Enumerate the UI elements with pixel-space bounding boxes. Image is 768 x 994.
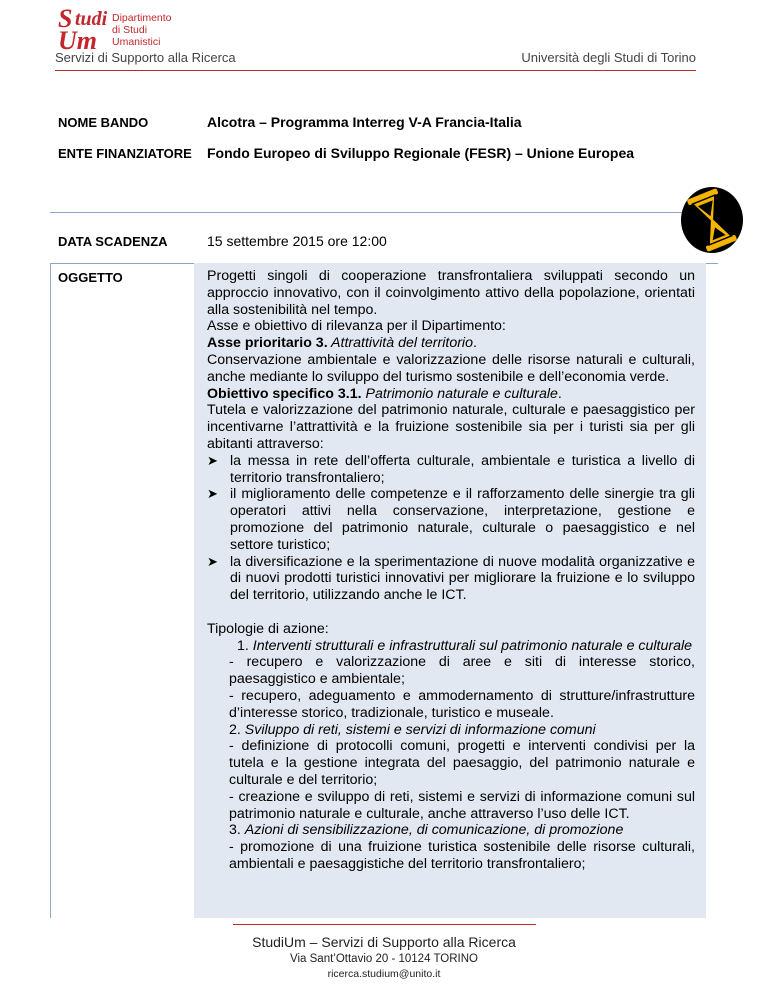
ente-finanziatore-label: ENTE FINANZIATORE <box>58 146 192 161</box>
obiettivo-heading <box>207 386 695 403</box>
list-item <box>207 453 695 487</box>
obiettivo-heading-end: . <box>557 385 562 402</box>
azione-2-number: 2. <box>229 721 241 738</box>
azione-1-item-1: - recupero e valorizzazione di aree e siti di interesse storico, paesaggistico e ambientale; <box>229 654 695 688</box>
azione-1-item-2: - recupero, adeguamento e ammodernamento di strutture/infrastrutture d’interesse storico, tradizionale, turistico e museale. <box>229 687 695 721</box>
logo-letters-um: Um <box>58 26 97 55</box>
nome-bando-value: Alcotra – Programma Interreg V-A Francia-Italia <box>207 114 522 130</box>
header-left-text: Servizi di Supporto alla Ricerca <box>55 50 236 65</box>
footer-address: Via Sant’Ottavio 20 - 10124 TORINO <box>290 953 478 965</box>
data-scadenza-label: DATA SCADENZA <box>58 234 168 249</box>
bullet-text: la messa in rete dell’offerta culturale, ambientale e turistica a livello di territorio transfrontaliero; <box>230 452 695 486</box>
studium-logo <box>58 4 188 55</box>
ente-finanziatore-value: Fondo Europeo di Sviluppo Regionale (FESR) – Unione Europea <box>207 145 635 161</box>
data-scadenza-value: 15 settembre 2015 ore 12:00 <box>207 233 387 249</box>
azione-2-title-text: Sviluppo di reti, sistemi e servizi di informazione comuni <box>244 721 596 738</box>
obiettivo-description: Tutela e valorizzazione del patrimonio naturale, culturale e paesaggistico per incentivarne l’attrattività e la fruizione sostenibile sia per i turisti sia per gli abitanti attraverso: <box>207 402 695 452</box>
asse-description: Conservazione ambientale e valorizzazione delle risorse naturali e culturali, anche mediante lo sviluppo del turismo sostenibile e dell’economia verde. <box>207 351 695 385</box>
azione-3-item-1: - promozione di una fruizione turistica sostenibile delle risorse culturali, ambientali e paesaggistiche del territorio transfrontaliero; <box>229 839 695 872</box>
arrow-bullet-icon: ➤ <box>207 553 218 569</box>
asse-heading-italic: Attrattività del territorio <box>327 335 473 352</box>
bullet-text: la diversificazione e la sperimentazione di nuove modalità organizzative e di nuovi prodotti turistici innovativi per migliorare la fruizione e lo sviluppo del territorio, utilizzando anche le ICT. <box>230 553 695 604</box>
obiettivo-heading-italic: Patrimonio naturale e culturale <box>361 385 558 402</box>
nome-bando-label: NOME BANDO <box>58 115 149 130</box>
header-divider <box>55 70 696 71</box>
logo-letter-s: S <box>58 4 73 33</box>
azione-2-title <box>207 722 695 739</box>
hourglass-icon <box>676 182 744 256</box>
logo-line-2: di Studi <box>112 24 148 36</box>
azione-1-number: 1. <box>237 637 249 654</box>
asse-heading-end: . <box>472 335 477 352</box>
oggetto-label: OGGETTO <box>58 270 123 285</box>
azione-2-item-1: - definizione di protocolli comuni, progetti e interventi condivisi per la tutela e la gestione integrata del paesaggio, del patrimonio naturale e culturale e del territorio; <box>229 738 695 788</box>
field-divider <box>50 212 718 213</box>
oggetto-intro: Progetti singoli di cooperazione transfrontaliera sviluppati secondo un approccio innovativo, con il coinvolgimento attivo della popolazione, orientati alla sostenibilità nel tempo. <box>207 268 695 318</box>
footer-title: StudiUm – Servizi di Supporto alla Ricerca <box>252 934 516 950</box>
logo-line-1: Dipartimento <box>112 12 172 24</box>
azione-1-title-text: Interventi strutturali e infrastrutturali sul patrimonio naturale e culturale <box>252 637 693 654</box>
azione-3-title <box>207 822 695 839</box>
azione-3-title-text: Azioni di sensibilizzazione, di comunicazione, di promozione <box>244 822 624 839</box>
asse-heading <box>207 335 695 352</box>
logo-line-3: Umanistici <box>112 36 161 48</box>
logo-letters-tudi: tudi <box>75 8 108 30</box>
azione-1-title <box>207 638 695 655</box>
arrow-bullet-icon: ➤ <box>207 452 218 468</box>
azione-3-number: 3. <box>229 822 241 839</box>
obiettivo-heading-bold: Obiettivo specifico 3.1. <box>207 385 362 402</box>
bullet-text: il miglioramento delle competenze e il rafforzamento delle sinergie tra gli operatori attivi nella conservazione, interpretazione, gestione e promozione del patrimonio naturale, culturale o paesaggistico e nel settore turistico; <box>230 486 695 553</box>
tipologie-heading: Tipologie di azione: <box>207 620 329 637</box>
footer-divider <box>233 924 536 925</box>
asse-heading-bold: Asse prioritario 3. <box>207 335 328 352</box>
oggetto-left-border <box>50 263 51 918</box>
list-item <box>207 554 695 604</box>
oggetto-content <box>207 268 695 873</box>
azione-2-item-2: - creazione e sviluppo di reti, sistemi e servizi di informazione comuni sul patrimonio naturale e culturale, anche attraverso l’uso delle ICT. <box>229 788 695 822</box>
header-right-text: Università degli Studi di Torino <box>521 50 696 65</box>
footer-email: ricerca.studium@unito.it <box>327 968 441 980</box>
asse-intro: Asse e obiettivo di rilevanza per il Dipartimento: <box>207 318 506 335</box>
list-item <box>207 486 695 553</box>
arrow-bullet-icon: ➤ <box>207 486 218 502</box>
